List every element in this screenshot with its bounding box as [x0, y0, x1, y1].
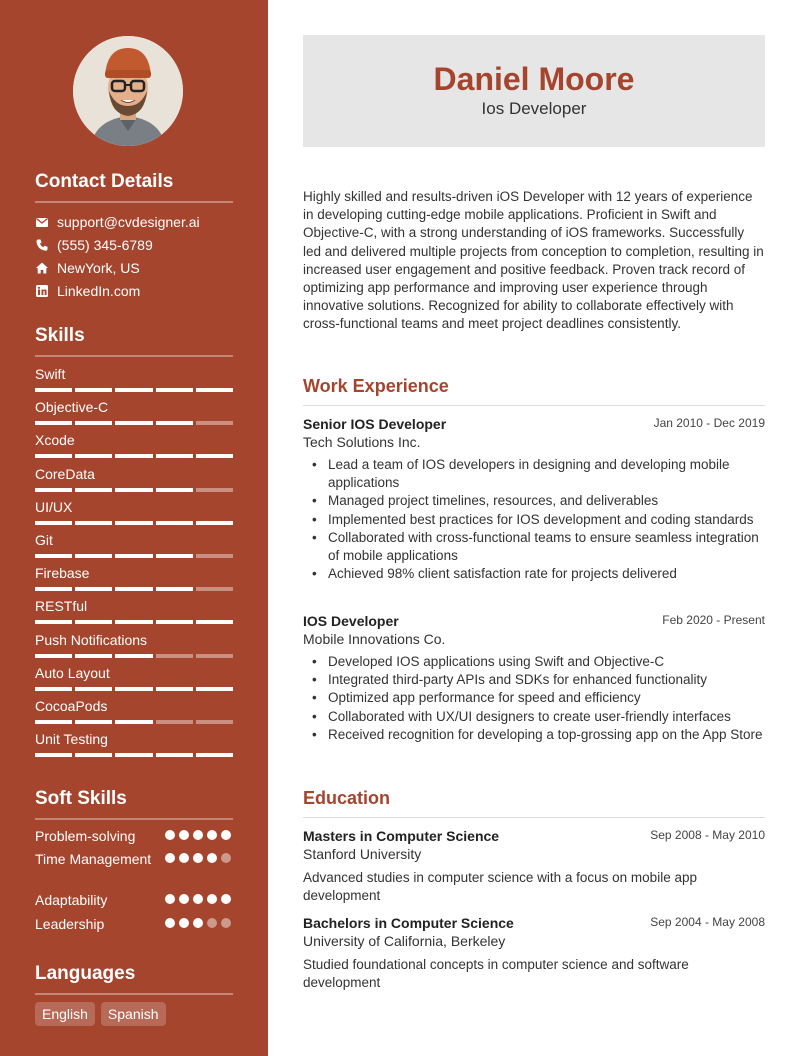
rating-dot — [207, 918, 217, 928]
skill-level-segment — [196, 587, 233, 591]
skill-level-bar — [35, 488, 233, 492]
contact-phone[interactable] — [35, 236, 153, 254]
skill-level-segment — [75, 687, 112, 691]
skill-item — [35, 531, 233, 558]
rating-dot — [207, 853, 217, 863]
job-title: Senior IOS Developer — [303, 416, 447, 432]
skill-level-segment — [35, 687, 72, 691]
skill-level-bar — [35, 687, 233, 691]
company-name: Tech Solutions Inc. — [303, 434, 421, 450]
list-item: • Lead a team of IOS developers in designing and developing mobile applications — [303, 456, 765, 492]
rating-dot — [165, 918, 175, 928]
rating-dot — [165, 894, 175, 904]
languages-list — [35, 1002, 166, 1026]
skill-level-bar — [35, 454, 233, 458]
rating-dots — [165, 853, 231, 863]
skill-label: RESTful — [35, 598, 88, 615]
list-item: • Integrated third-party APIs and SDKs for enhanced functionality — [303, 671, 765, 689]
skill-label: Xcode — [35, 432, 75, 449]
rating-dot — [207, 830, 217, 840]
rating-dot — [221, 918, 231, 928]
skill-label: CocoaPods — [35, 698, 108, 714]
skill-level-segment — [75, 554, 112, 558]
skill-label: Unit Testing — [35, 731, 108, 748]
skills-heading: Skills — [35, 325, 233, 357]
skill-level-segment — [196, 554, 233, 558]
list-item: • Collaborated with cross-functional teams to ensure seamless integration of mobile applications — [303, 529, 765, 565]
skill-level-segment — [156, 753, 193, 757]
skill-item — [35, 365, 233, 392]
skill-item — [35, 730, 233, 757]
education-heading: Education — [303, 788, 765, 818]
skill-level-segment — [196, 687, 233, 691]
list-item: • Received recognition for developing a top-grossing app on the App Store — [303, 726, 765, 744]
skill-level-segment — [156, 421, 193, 425]
skill-level-segment — [156, 554, 193, 558]
job-entry — [303, 612, 765, 744]
rating-dot — [221, 830, 231, 840]
skill-label: UI/UX — [35, 498, 73, 515]
profile-summary: Highly skilled and results-driven iOS Developer with 12 years of experience in developing cutting-edge mobile applications. Proficient in Swift and Objective-C, with a strong understanding of iOS frameworks. Successfully led and delivered multiple projects from conception to completion, resulting in increased user engagement and positive feedback. Proven track record of optimizing app performance and improving user experience through innovative solutions. Recognized for ability to collaborate effectively with cross-functional teams and meet project deadlines consistently. — [303, 189, 764, 332]
contact-linkedin[interactable] — [35, 282, 140, 300]
contact-linkedin-text: LinkedIn.com — [57, 283, 141, 299]
skill-level-bar — [35, 620, 233, 624]
skill-level-segment — [35, 654, 72, 658]
skill-item — [35, 631, 233, 658]
school-name: University of California, Berkeley — [303, 933, 506, 949]
skill-level-segment — [196, 454, 233, 458]
job-title: Ios Developer — [481, 99, 587, 118]
skill-item — [35, 664, 233, 691]
skill-level-segment — [196, 654, 233, 658]
skill-level-segment — [35, 753, 72, 757]
name-header — [303, 35, 765, 147]
skill-level-segment — [75, 421, 112, 425]
skill-level-segment — [35, 720, 72, 724]
skill-level-bar — [35, 521, 233, 525]
skill-level-bar — [35, 554, 233, 558]
work-experience-heading: Work Experience — [303, 376, 765, 406]
soft-skills-heading: Soft Skills — [35, 788, 233, 820]
skill-label: Git — [35, 532, 53, 548]
skill-level-segment — [115, 488, 152, 492]
contact-location-text: NewYork, US — [57, 260, 140, 276]
soft-skill-label: Problem-solving — [35, 828, 136, 844]
rating-dot — [165, 853, 175, 863]
skill-level-segment — [156, 687, 193, 691]
contact-email[interactable] — [35, 213, 200, 231]
list-item: • Optimized app performance for speed and efficiency — [303, 689, 765, 707]
skill-label: CoreData — [35, 465, 95, 482]
list-item: • Collaborated with UX/UI designers to create user-friendly interfaces — [303, 708, 765, 726]
skill-item — [35, 498, 233, 525]
skill-label: Swift — [35, 366, 66, 382]
degree-title: Bachelors in Computer Science — [303, 915, 514, 931]
list-item: • Developed IOS applications using Swift and Objective-C — [303, 653, 765, 671]
skill-level-segment — [156, 654, 193, 658]
education-description: Studied foundational concepts in computer science and software development — [303, 957, 689, 991]
skill-level-segment — [115, 554, 152, 558]
skill-level-bar — [35, 720, 233, 724]
company-name: Mobile Innovations Co. — [303, 631, 446, 647]
skill-level-segment — [115, 521, 152, 525]
skill-level-segment — [196, 488, 233, 492]
skill-item — [35, 564, 233, 591]
skill-level-segment — [35, 454, 72, 458]
skill-level-segment — [156, 388, 193, 392]
skill-label: Push Notifications — [35, 631, 148, 648]
skill-level-segment — [115, 421, 152, 425]
job-entry — [303, 415, 765, 583]
skill-level-segment — [35, 620, 72, 624]
skill-level-bar — [35, 587, 233, 591]
skill-label: Firebase — [35, 565, 90, 582]
languages-heading: Languages — [35, 963, 233, 995]
skill-item — [35, 431, 233, 458]
rating-dot — [179, 894, 189, 904]
skill-level-segment — [196, 720, 233, 724]
education-dates: Sep 2004 - May 2008 — [650, 915, 765, 929]
skill-level-segment — [75, 587, 112, 591]
skill-level-segment — [115, 587, 152, 591]
skill-level-segment — [156, 720, 193, 724]
avatar — [73, 36, 183, 146]
contact-heading: Contact Details — [35, 171, 233, 203]
rating-dot — [207, 894, 217, 904]
skill-level-segment — [75, 654, 112, 658]
rating-dot — [193, 853, 203, 863]
skill-level-segment — [196, 521, 233, 525]
skill-level-segment — [75, 488, 112, 492]
job-dates: Jan 2010 - Dec 2019 — [653, 416, 765, 430]
skill-item — [35, 465, 233, 492]
job-title: IOS Developer — [303, 613, 399, 629]
rating-dot — [193, 894, 203, 904]
skill-item — [35, 597, 233, 624]
contact-email-text: support@cvdesigner.ai — [57, 214, 200, 230]
envelope-icon — [35, 215, 49, 229]
skill-level-segment — [35, 521, 72, 525]
sidebar — [0, 0, 268, 1056]
job-bullets — [303, 653, 765, 744]
rating-dot — [193, 830, 203, 840]
skill-label: Auto Layout — [35, 664, 110, 681]
contact-location — [35, 259, 140, 277]
skill-level-segment — [196, 388, 233, 392]
rating-dot — [221, 894, 231, 904]
skill-level-segment — [156, 488, 193, 492]
job-bullets — [303, 456, 765, 583]
skill-label: Objective-C — [35, 399, 109, 416]
degree-title: Masters in Computer Science — [303, 828, 500, 844]
skill-level-segment — [75, 521, 112, 525]
skill-level-segment — [156, 587, 193, 591]
skill-item — [35, 697, 233, 724]
soft-skill-item — [35, 850, 233, 868]
list-item: • Managed project timelines, resources, and deliverables — [303, 492, 765, 510]
contact-phone-text: (555) 345-6789 — [57, 237, 153, 253]
skill-level-segment — [196, 421, 233, 425]
education-dates: Sep 2008 - May 2010 — [650, 828, 765, 842]
soft-skill-item — [35, 827, 233, 845]
skill-level-segment — [75, 620, 112, 624]
skill-level-segment — [156, 454, 193, 458]
skill-level-segment — [115, 454, 152, 458]
soft-skill-label: Time Management — [35, 851, 152, 867]
education-entry — [303, 827, 765, 905]
skill-level-segment — [156, 521, 193, 525]
skill-level-segment — [196, 753, 233, 757]
skill-level-segment — [115, 620, 152, 624]
school-name: Stanford University — [303, 846, 422, 862]
skill-level-segment — [35, 421, 72, 425]
rating-dot — [221, 853, 231, 863]
rating-dots — [165, 918, 231, 928]
rating-dot — [179, 853, 189, 863]
skill-level-segment — [35, 488, 72, 492]
skill-level-segment — [156, 620, 193, 624]
skill-level-segment — [35, 587, 72, 591]
home-icon — [35, 261, 49, 275]
skill-level-segment — [115, 720, 152, 724]
skill-level-segment — [75, 753, 112, 757]
list-item: • Implemented best practices for IOS development and coding standards — [303, 511, 765, 529]
rating-dot — [179, 918, 189, 928]
rating-dot — [193, 918, 203, 928]
education-description: Advanced studies in computer science with a focus on mobile app development — [303, 870, 697, 904]
skill-level-bar — [35, 388, 233, 392]
job-dates: Feb 2020 - Present — [662, 613, 765, 627]
phone-icon — [35, 238, 49, 252]
language-tag: Spanish — [101, 1002, 166, 1026]
education-entry — [303, 914, 765, 992]
skill-level-bar — [35, 421, 233, 425]
soft-skill-label: Leadership — [35, 916, 105, 932]
linkedin-icon — [35, 284, 49, 298]
skill-level-segment — [115, 753, 152, 757]
skill-level-segment — [35, 554, 72, 558]
skill-level-segment — [75, 388, 112, 392]
skill-level-bar — [35, 654, 233, 658]
skill-level-segment — [75, 454, 112, 458]
skill-item — [35, 398, 233, 425]
rating-dots — [165, 830, 231, 840]
soft-skill-item — [35, 891, 233, 909]
skill-level-segment — [196, 620, 233, 624]
rating-dot — [179, 830, 189, 840]
skill-level-segment — [115, 654, 152, 658]
language-tag: English — [35, 1002, 95, 1026]
skill-level-segment — [115, 687, 152, 691]
skill-level-segment — [75, 720, 112, 724]
list-item: • Achieved 98% client satisfaction rate for projects delivered — [303, 565, 765, 583]
rating-dots — [165, 894, 231, 904]
skill-level-segment — [35, 388, 72, 392]
full-name: Daniel Moore — [433, 61, 635, 97]
skill-level-bar — [35, 753, 233, 757]
skill-level-segment — [115, 388, 152, 392]
soft-skill-item — [35, 915, 233, 933]
rating-dot — [165, 830, 175, 840]
soft-skill-label: Adaptability — [35, 892, 108, 908]
